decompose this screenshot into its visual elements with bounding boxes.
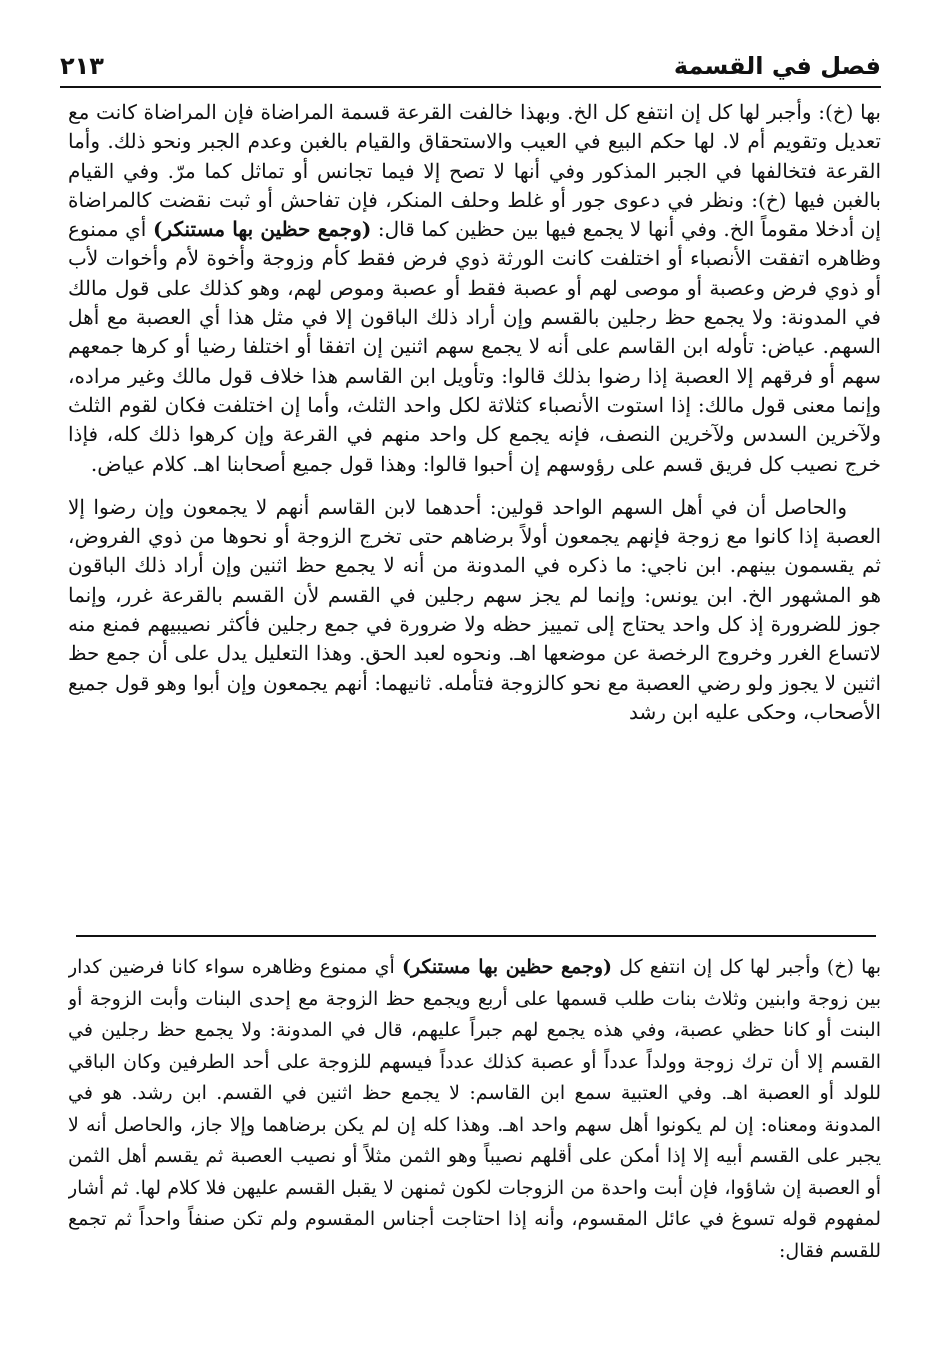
- page-number: ٢١٣: [60, 52, 104, 80]
- footnote-text-b: أي ممنوع وظاهره سواء كانا فرضين كدار بين زوجة وابنين وثلاث بنات طلب قسمها على أربع ويجمع حظ الزوجة مع إحدى البنات وأبت الزوجة أو البنت أو كانا حظي عصبة، وفي هذه يجمع لهم جبراً عليهم، قال في المدونة: ولا يجمع حظ رجلين في القسم إلا أن ترك زوجة وولداً عدداً أو عصبة كذلك عدداً فيسهم للزوجة على أحد الطرفين وكان الباقي للولد أو العصبة اهـ. وفي العتبية سمع ابن القاسم: لا يجمع حظ اثنين في القسم. ابن رشد. هو في المدونة ومعناه: إن لم يكونوا أهل سهم واحد اهـ. وهذا كله إن لم يكن برضاهما وإلا جاز، والحاصل أنه لا يجبر على القسم أبيه إلا إذا أمكن على أقلهم نصيباً وهو الثمن مثلاً أو نصيب العصبة ثم يقسم أهل الثمن أو العصبة إن شاؤوا، فإن أبت واحدة من الزوجات لكون ثمنهن لا يقبل القسم عليهن فلا كلام لها. ثم أشار لمفهوم قوله تسوغ في عائل المقسوم، وأنه إذا احتاجت أجناس المقسوم ولم تكن صنفاً واحداً ثم تجمع للقسم فقال:: [68, 956, 881, 1262]
- matn-quote: (وجمع حظين بها مستنكر): [152, 217, 372, 242]
- main-text: [68, 98, 881, 926]
- running-title: فصل في القسمة: [673, 52, 881, 80]
- footnote-separator: [76, 935, 876, 937]
- footnote-text-a: بها (خ) وأجبر لها كل إن انتفع كل: [612, 956, 881, 978]
- footnote-paragraph: [68, 952, 881, 1267]
- paragraph-1: [68, 98, 881, 479]
- footnote-matn-quote: (وجمع حظين بها مستنكر): [401, 956, 613, 978]
- page-header: [60, 36, 881, 88]
- paragraph-2: والحاصل أن في أهل السهم الواحد قولين: أحدهما لابن القاسم أنهم لا يجمعون وإن رضوا إلا العصبة إذا كانوا مع زوجة فإنهم يجمعون أولاً برضاهم حتى تخرج الزوجة أو نحوها من ذوي الفروض، ثم يقسمون بينهم. ابن ناجي: ما ذكره في المدونة من أنه لا يجمع حظ اثنين وإن أراد ذلك الباقون هو المشهور الخ. ابن يونس: وإنما لم يجز سهم رجلين في القسم لأن القسم بالقرعة غرر، وإنما جوز للضرورة إذ كل واحد يحتاج إلى تمييز حظه ولا ضرورة في جمع رجلين فأكثر نصيبيهم فمنع منه لاتساع الغرر وخروج الرخصة عن موضعها اهـ. ونحوه لعبد الحق. وهذا التعليل يدل على أن جمع حظ اثنين لا يجوز ولو رضي العصبة مع نحو كالزوجة فتأمله. ثانيهما: أنهم يجمعون وإن أبوا وهو قول جميع الأصحاب، وحكى عليه ابن رشد: [68, 494, 881, 724]
- paragraph-1-text-b: أي ممنوع وظاهره اتفقت الأنصباء أو اختلفت كانت الورثة ذوي فرض فقط كأم وزوجة وأخوة لأم وأخوات لأب أو ذوي فرض وعصبة أو موصى لهم أو عصبة فقط أو عصبة وموص لهم، وهو كذلك على قول مالك في المدونة: ولا يجمع حظ رجلين بالقسم وإن أراد ذلك الباقون إلا في مثل هذا أي العصبة مع أهل السهم. عياض: تأوله ابن القاسم على أنه لا يجمع سهم اثنين إن اتفقا أو اختلفا رضيا أو كرها جمعهم سهم أو فرقهم إلا العصبة إذا رضوا بذلك قالوا: وتأويل ابن القاسم هذا خلاف قول مالك وغير مراده، وإنما معنى قول مالك: إذا استوت الأنصباء كثلاثة لكل واحد الثلث، وأما إن اختلفت فكان لقوم الثلث ولآخرين السدس ولآخرين النصف، فإنه يجمع كل واحد منهم في القرعة وإن كرهوا ذلك كله، فإذا خرج نصيب كل فريق قسم على رؤوسهم إن أحبوا قالوا: وهذا قول جميع أصحابنا اهـ. كلام عياض.: [68, 217, 881, 476]
- footnote-text: [68, 952, 881, 1312]
- paragraph-1-text-a: بها (خ): وأجبر لها كل إن انتفع كل الخ. وبهذا خالفت القرعة قسمة المراضاة فإن المراضاة كانت مع تعديل وتقويم أم لا. لها حكم البيع في العيب والاستحقاق والقيام بالغبن وعدم الجبر ونحو ذلك. وأما القرعة فتخالفها في الجبر المذكور وفي أنها لا تصح إلا فيما تجانس أو تماثل كما مرّ. وفي القيام بالغبن فيها (خ): ونظر في دعوى جور أو غلط وحلف المنكر، فإن تفاحش أو ثبت نقضت كالمراضاة إن أدخلا مقوماً الخ. وفي أنها لا يجمع فيها بين حظين كما قال:: [68, 100, 881, 242]
